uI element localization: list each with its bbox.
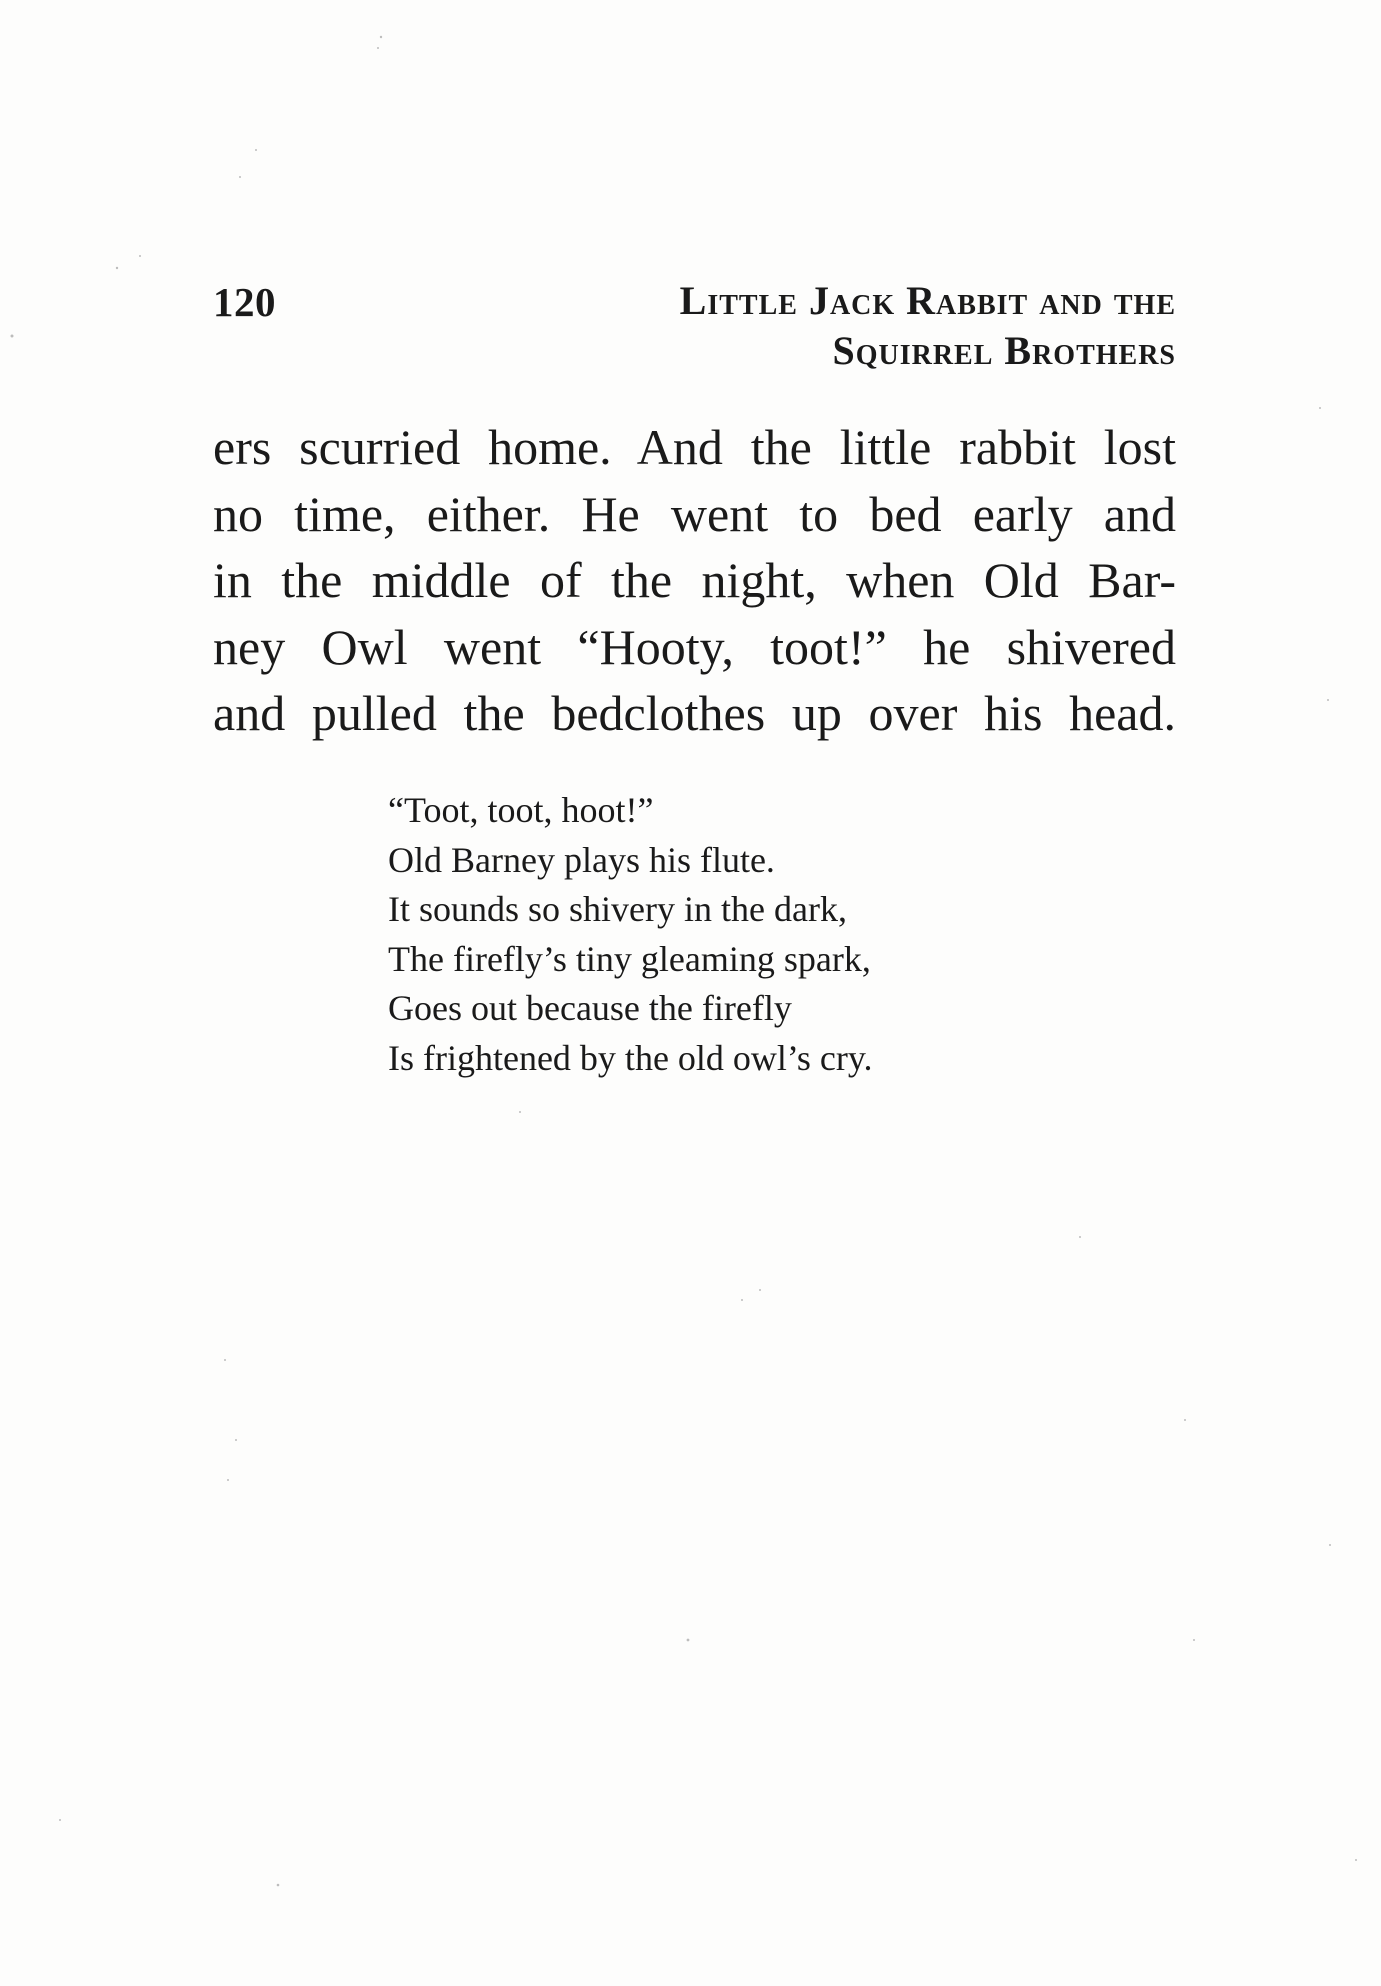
verse-line: It sounds so shivery in the dark, bbox=[388, 889, 847, 929]
running-head-line-1: Little Jack Rabbit and the bbox=[679, 278, 1176, 323]
verse-line: Old Barney plays his flute. bbox=[388, 839, 775, 880]
page-number: 120 bbox=[213, 279, 276, 325]
prose-line: in the middle of the night, when Old Bar- bbox=[213, 552, 1176, 608]
prose-line: ney Owl went “Hooty, toot!” he shivered bbox=[213, 618, 1176, 675]
prose-paragraph bbox=[213, 414, 1176, 747]
verse-line: The firefly’s tiny gleaming spark, bbox=[388, 938, 871, 979]
prose-line: and pulled the bedclothes up over his head. bbox=[213, 685, 1176, 741]
prose-line: ers scurried home. And the little rabbit lost bbox=[213, 419, 1176, 475]
verse-line: “Toot, toot, hoot!” bbox=[388, 790, 654, 830]
verse-line: Goes out because the firefly bbox=[388, 988, 792, 1028]
running-head bbox=[416, 276, 1176, 376]
prose-line: no time, either. He went to bed early and bbox=[213, 485, 1176, 542]
verse-line: Is frightened by the old owl’s cry. bbox=[388, 1037, 873, 1078]
verse-stanza bbox=[388, 786, 873, 1083]
running-head-line-2: Squirrel Brothers bbox=[832, 328, 1176, 373]
